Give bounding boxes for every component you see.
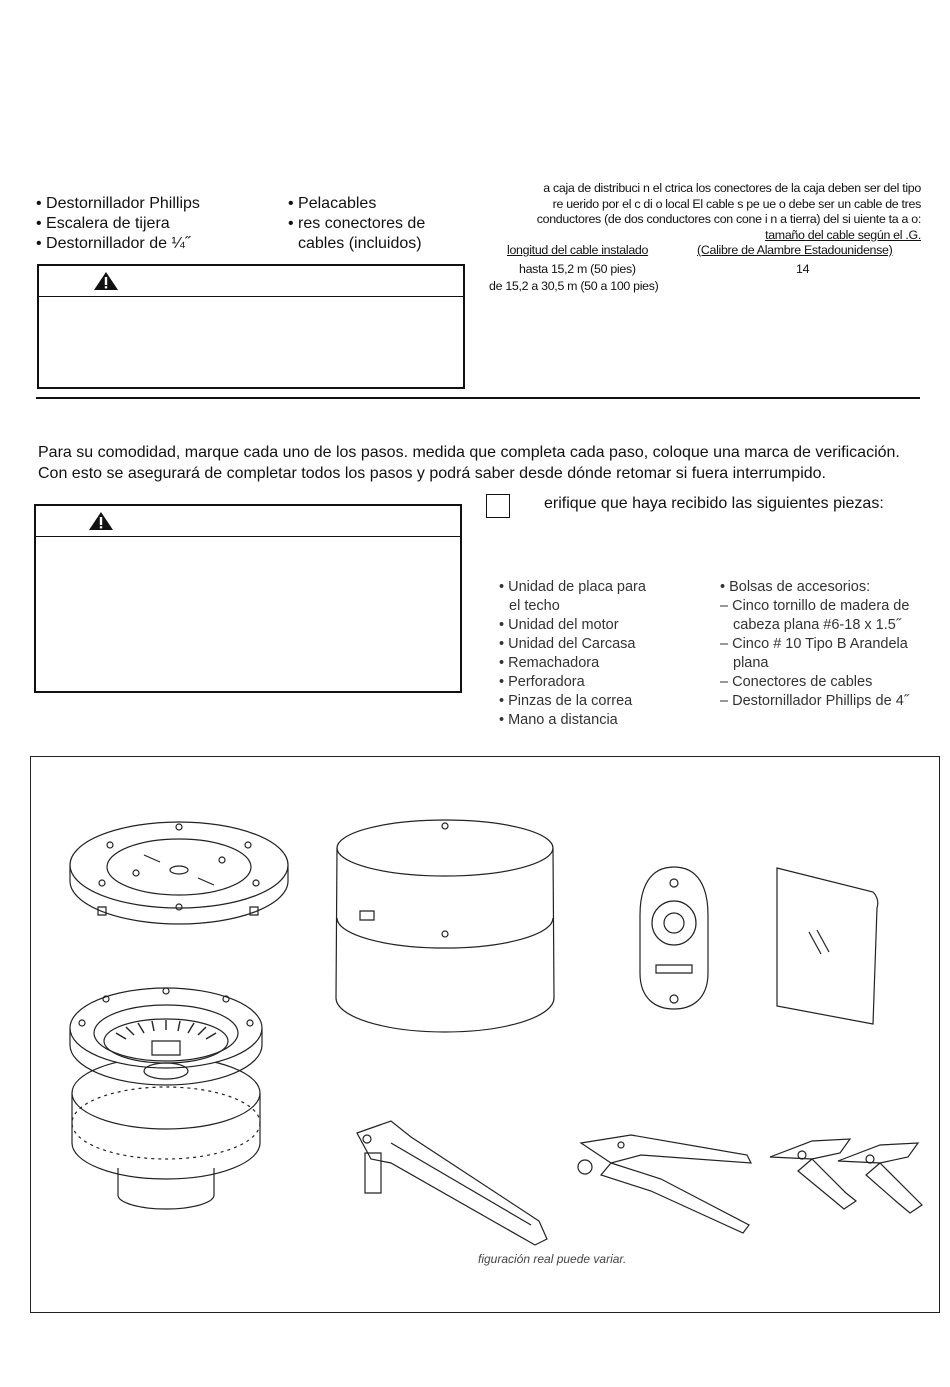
part-item: • Mano a distancia — [499, 712, 618, 728]
step-checkbox[interactable] — [486, 494, 510, 518]
wire-size-header: tamaño del cable según el .G. — [765, 227, 921, 242]
wiring-paragraph — [488, 181, 921, 243]
part-item: cabeza plana #6-18 x 1.5˝ — [733, 617, 901, 633]
part-item: – Cinco tornillo de madera de — [720, 598, 910, 614]
part-item: el techo — [509, 598, 560, 614]
parts-list-1 — [499, 578, 646, 730]
part-item: – Destornillador Phillips de 4˝ — [720, 693, 909, 709]
tool-item: cables (incluidos) — [298, 235, 422, 252]
wiring-line: re uerido por el c di o local El cable s pe ue o debe ser un cable de tres — [552, 196, 921, 211]
intro-line: Con esto se asegurará de completar todos los pasos y podrá saber desde dónde retomar si fuera interrumpido. — [38, 465, 826, 482]
warning-header — [36, 506, 460, 537]
accessory-bag-illustration — [773, 866, 883, 1026]
rivet-tool-illustration — [351, 1113, 551, 1248]
housing-canopy-illustration — [334, 818, 556, 1040]
tool-item: • Pelacables — [288, 195, 377, 212]
warning-header — [39, 266, 463, 297]
part-item: • Unidad de placa para — [499, 579, 646, 595]
warning-triangle-icon — [88, 511, 114, 531]
tool-item: • Escalera de tijera — [36, 215, 170, 232]
figure-caption: figuración real puede variar. — [478, 1252, 627, 1266]
intro-paragraph — [38, 442, 900, 484]
part-item: – Conectores de cables — [720, 674, 873, 690]
warning-box-1 — [37, 264, 465, 389]
wire-row1-gauge: 14 — [796, 262, 810, 276]
step-text: erifique que haya recibido las siguientes piezas: — [544, 495, 884, 512]
wiring-line: a caja de distribuci n el ctrica los conectores de la caja deben ser del tipo — [543, 181, 921, 195]
wire-row2-length: de 15,2 a 30,5 m (50 a 100 pies) — [489, 279, 659, 293]
wire-gauge-header: (Calibre de Alambre Estadounidense) — [697, 243, 893, 257]
part-item: – Cinco # 10 Tipo B Arandela — [720, 636, 908, 652]
tool-item: • res conectores de — [288, 215, 426, 232]
wiring-line: conductores (de dos conductores con cone i n a tierra) del si uiente ta a o: — [536, 212, 921, 227]
remote-illustration — [636, 863, 712, 1013]
part-item: • Unidad del motor — [499, 617, 619, 633]
part-item: • Unidad del Carcasa — [499, 636, 636, 652]
part-item: • Bolsas de accesorios: — [720, 579, 871, 595]
tool-item: • Destornillador Phillips — [36, 195, 200, 212]
motor-unit-illustration — [66, 983, 266, 1213]
warning-triangle-icon — [93, 271, 119, 291]
intro-line: Para su comodidad, marque cada uno de los pasos. medida que completa cada paso, coloque una marca de verificación. — [38, 444, 900, 461]
strap-clamps-illustration — [768, 1135, 923, 1215]
part-item: • Perforadora — [499, 674, 585, 690]
wire-row1-length: hasta 15,2 m (50 pies) — [519, 262, 636, 276]
ceiling-plate-illustration — [64, 815, 294, 935]
tools-list-2 — [288, 194, 425, 254]
parts-list-2 — [720, 578, 909, 711]
section-divider — [36, 397, 920, 399]
warning-box-2 — [34, 504, 462, 693]
part-item: • Pinzas de la correa — [499, 693, 633, 709]
wire-length-header: longitud del cable instalado — [507, 243, 649, 257]
part-item: plana — [733, 655, 769, 671]
part-item: • Remachadora — [499, 655, 600, 671]
tool-item: • Destornillador de ¼˝ — [36, 235, 191, 252]
punch-tool-illustration — [571, 1115, 756, 1240]
tools-list-1 — [36, 194, 200, 254]
